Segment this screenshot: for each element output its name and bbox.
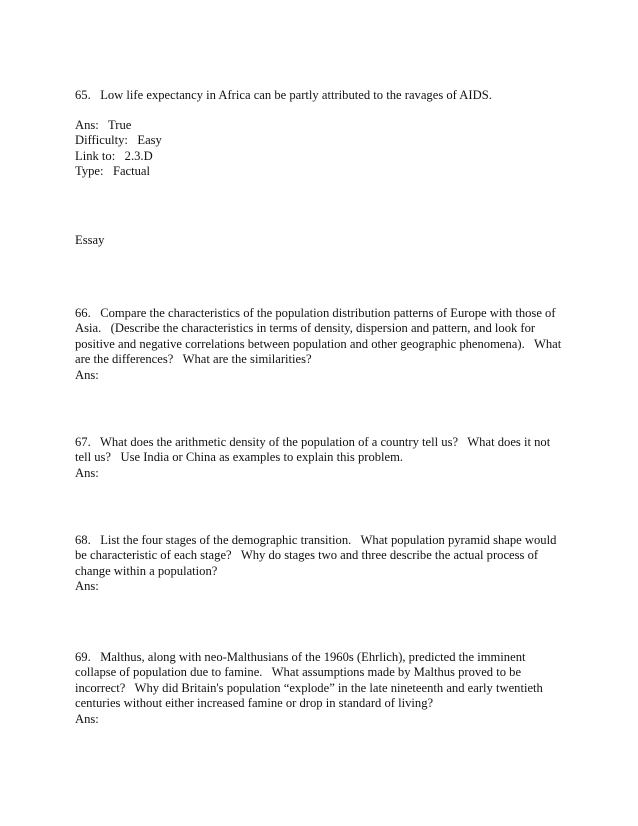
type-line: Type: Factual [75, 164, 151, 179]
question-66-line: 66. Compare the characteristics of the population distribution patterns of Europe with those of [75, 306, 556, 320]
question-69-answer-label: Ans: [75, 711, 99, 726]
question-68 [75, 533, 575, 595]
question-67-line: 67. What does the arithmetic density of the population of a country tell us? What does it not [75, 435, 551, 449]
question-68-line: change within a population? [75, 563, 218, 578]
question-66 [75, 306, 575, 383]
question-67 [75, 435, 575, 481]
question-69-line: collapse of population due to famine. What assumptions made by Malthus proved to be [75, 665, 522, 680]
link-to-line: Link to: 2.3.D [75, 148, 153, 163]
question-68-line: 68. List the four stages of the demographic transition. What population pyramid shape would [75, 533, 557, 547]
question-67-answer-label: Ans: [75, 465, 99, 480]
question-69-line: incorrect? Why did Britain's population “explode” in the late nineteenth and early twentieth [75, 680, 543, 695]
essay-section-heading [75, 233, 575, 248]
question-69 [75, 650, 575, 727]
section-heading: Essay [75, 233, 105, 247]
difficulty-line: Difficulty: Easy [75, 133, 162, 148]
question-66-answer-label: Ans: [75, 367, 99, 382]
question-66-line: Asia. (Describe the characteristics in terms of density, dispersion and pattern, and look for [75, 321, 536, 336]
question-65-answer-meta [75, 118, 575, 180]
question-65 [75, 88, 575, 103]
answer-line: Ans: True [75, 118, 132, 132]
question-65-text: 65. Low life expectancy in Africa can be partly attributed to the ravages of AIDS. [75, 88, 492, 102]
question-67-line: tell us? Use India or China as examples to explain this problem. [75, 450, 404, 465]
question-68-answer-label: Ans: [75, 579, 99, 594]
question-66-line: are the differences? What are the similarities? [75, 352, 312, 367]
question-66-line: positive and negative correlations between population and other geographic phenomena). What [75, 336, 562, 351]
question-69-line: 69. Malthus, along with neo-Malthusians of the 1960s (Ehrlich), predicted the imminent [75, 650, 526, 664]
question-68-line: be characteristic of each stage? Why do stages two and three describe the actual process of [75, 548, 539, 563]
question-69-line: centuries without either increased famine or drop in standard of living? [75, 696, 434, 711]
